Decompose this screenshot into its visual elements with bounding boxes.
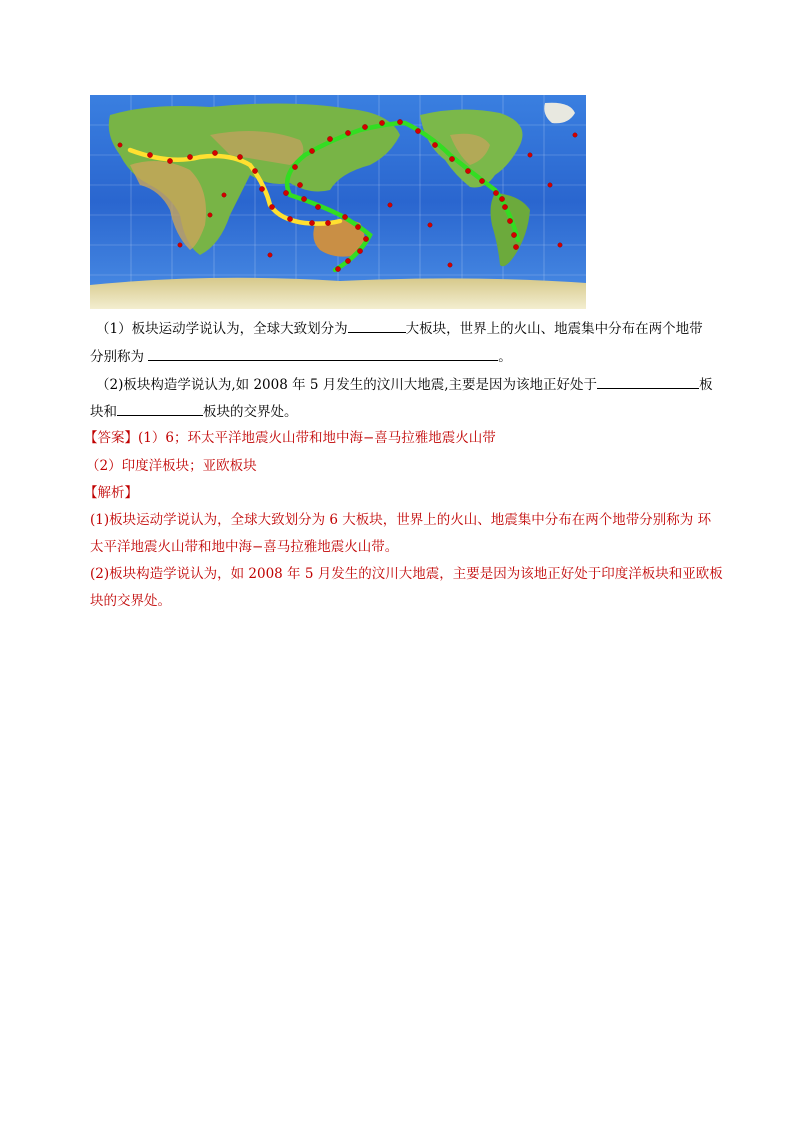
question-text: （1）板块运动学说认为，全球大致划分为 bbox=[96, 321, 348, 337]
question-text: 板 bbox=[699, 377, 713, 393]
map-illustration bbox=[90, 95, 586, 309]
analysis-text: 太平洋地震火山带和地中海−喜马拉雅地震火山带。 bbox=[90, 539, 399, 555]
analysis-label bbox=[84, 483, 138, 503]
answer-blank bbox=[597, 374, 699, 389]
analysis-line-2 bbox=[90, 537, 398, 557]
analysis-line-1 bbox=[90, 510, 711, 530]
answer-text: （2）印度洋板块；亚欧板块 bbox=[86, 458, 257, 474]
analysis-text: 块的交界处。 bbox=[90, 593, 171, 609]
answer-blank bbox=[117, 401, 203, 416]
question-1-line-1 bbox=[96, 318, 703, 339]
question-text: 大板块，世界上的火山、地震集中分布在两个地带 bbox=[405, 321, 703, 337]
answer-line-2 bbox=[86, 456, 257, 476]
question-text: （2)板块构造学说认为,如 2008 年 5 月发生的汶川大地震,主要是因为该地正好处于 bbox=[96, 377, 598, 393]
question-text: 板块的交界处。 bbox=[203, 404, 298, 420]
answer-blank bbox=[348, 318, 406, 333]
question-text: 。 bbox=[498, 349, 512, 365]
analysis-label-text: 【解析】 bbox=[84, 485, 138, 501]
analysis-text: (2)板块构造学说认为，如 2008 年 5 月发生的汶川大地震，主要是因为该地正好处于印度洋板块和亚欧板 bbox=[90, 566, 723, 582]
answer-text: (1）6；环太平洋地震火山带和地中海−喜马拉雅地震火山带 bbox=[138, 430, 496, 446]
question-1-line-2 bbox=[90, 346, 512, 367]
question-2-line-1 bbox=[96, 374, 713, 395]
analysis-text: (1)板块运动学说认为，全球大致划分为 6 大板块，世界上的火山、地震集中分布在两个地带分别称为 环 bbox=[90, 512, 712, 528]
analysis-line-4 bbox=[90, 591, 171, 611]
question-text: 块和 bbox=[90, 404, 117, 420]
answer-label: 【答案】 bbox=[84, 430, 138, 446]
question-text: 分别称为 bbox=[90, 349, 144, 365]
answer-blank bbox=[148, 346, 498, 361]
analysis-line-3 bbox=[90, 564, 723, 584]
question-2-line-2 bbox=[90, 401, 298, 422]
answer-line-1 bbox=[84, 428, 496, 448]
world-earthquake-map bbox=[90, 95, 586, 309]
